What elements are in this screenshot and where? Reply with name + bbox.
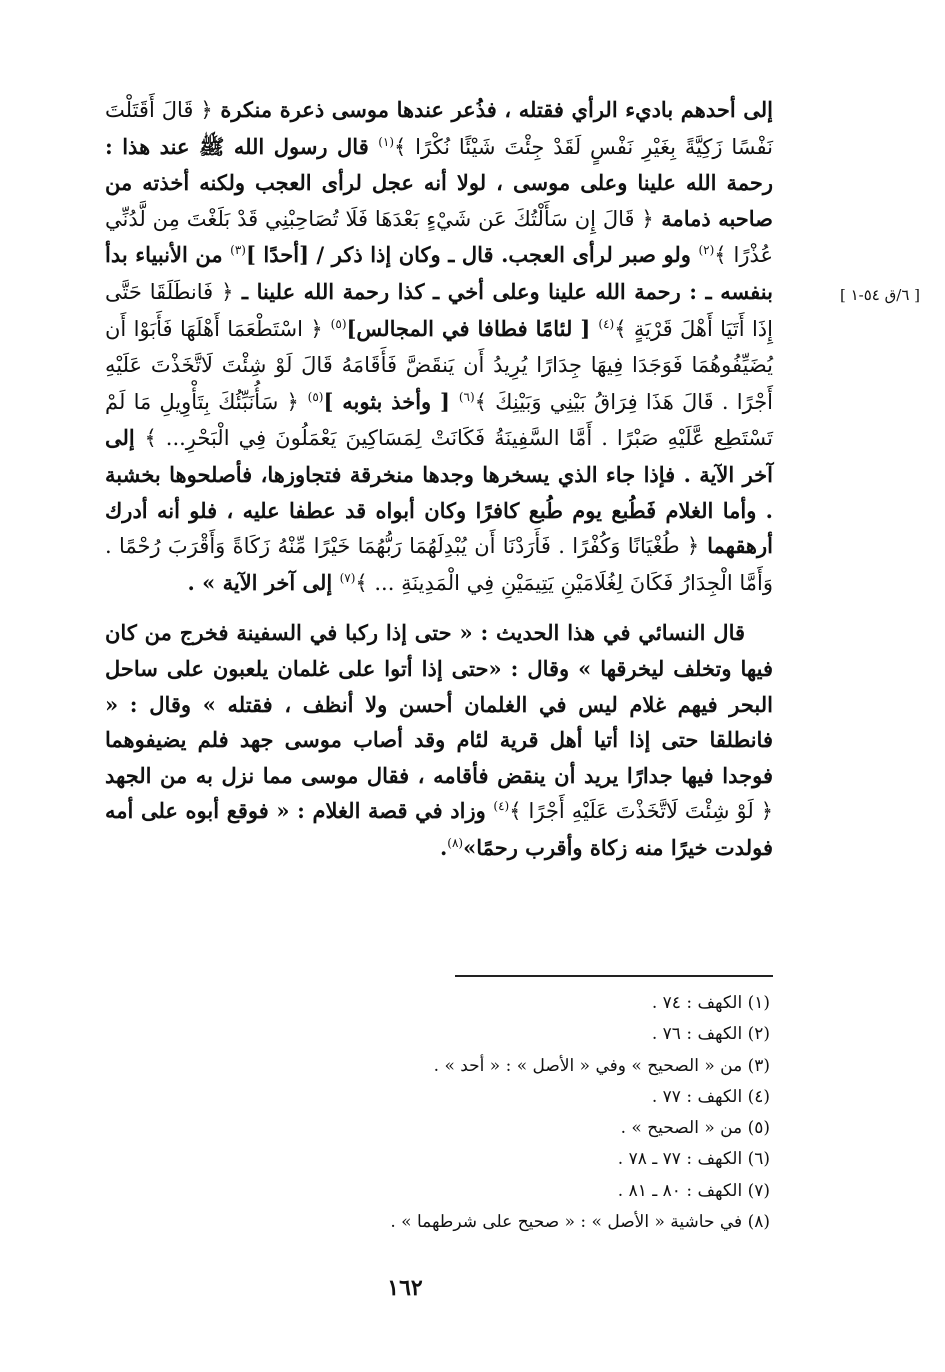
footnote-item: (٦) الكهف : ٧٧ ـ ٧٨ . — [617, 1149, 770, 1170]
footnote-ref: (١) — [378, 134, 395, 149]
quran-quote: ﴿ قَالَ أَقَتَلْتَ نَفْسًا زَكِيَّةً بِغَيْرِ نَفْسٍ لَقَدْ جِئْتَ شَيْئًا نُكْرًا ﴾ — [105, 98, 773, 159]
text-segment: قال رسول الله ﷺ عند هذا : رحمة الله علينا وعلى موسى ، لولا أنه عجل لرأى العجب ولكنه أخذته من صاحبه ذمامة — [105, 133, 774, 231]
main-text — [105, 92, 773, 865]
text-segment: [ وأخذ بثوبه ] — [323, 388, 450, 414]
footnote-item: (٣) من « الصحيح » وفي « الأصل » : « أحد » . — [433, 1055, 770, 1076]
manuscript-margin-note: [ ٦/ق ٥٤-١ ] — [839, 286, 920, 304]
footnote-ref: (٦) — [458, 389, 475, 404]
footnote-ref: (٤) — [598, 316, 615, 331]
footnote-ref: (٥) — [330, 316, 347, 331]
text-segment: ولو صبر لرأى العجب. قال ـ وكان إذا ذكر / [أحدًا ] — [245, 242, 691, 268]
text-segment: إلى أحدهم باديء الرأي فقتله ، فذُعر عندها موسى ذعرة منكرة — [220, 97, 774, 122]
quran-quote: ﴿ سَأُنَبِّئُكَ بِتَأْوِيلِ مَا لَمْ تَسْتَطِع عَّلَيْهِ صَبْرًا . أَمَّا السَّفِينَةُ فَكَانَتْ لِمَسَاكِينَ يَعْمَلُونَ فِي الْبَحْرِ... ﴾ — [105, 389, 773, 451]
paragraph-2 — [105, 615, 773, 865]
page-number: ١٦٢ — [387, 1275, 423, 1301]
text-segment: إلى آخر الآية . فإذا جاء الذي يسخرها وجدها منخرقة فتجاوزها، فأصلحوها بخشبة . وأما الغلام فَطُبع يوم طُبع كافرًا وكان أبواه قد عطفا عليه ، فلو أنه أدرك أرهقهما — [105, 425, 773, 559]
text-segment: وزاد في قصة الغلام : « فوقع أبوه على أمه فولدت خيرًا منه زكاة وأقرب رحمًا» — [105, 798, 773, 860]
quran-quote: ﴿ لَوْ شِئْتَ لَاتَّخَذْتَ عَلَيْهِ أَجْرًا ﴾ — [509, 799, 773, 824]
footnote-item: (٧) الكهف : ٨٠ ـ ٨١ . — [617, 1180, 770, 1201]
footnote-item: (٥) من « الصحيح » . — [620, 1118, 770, 1139]
footnote-ref: (٥) — [307, 389, 324, 404]
quran-quote: ﴿ اسْتَطْعَمَا أَهْلَهَا فَأَبَوْا أَن يُضَيِّفُوهُمَا فَوَجَدَا فِيهَا جِدَارًا يُرِيدُ أَن يَنقَضَّ فَأَقَامَهُ قَالَ لَوْ شِئْتَ لَاتَّخَذْتَ عَلَيْهِ أَجْرًا . قَالَ هَذَا فِرَاقُ بَيْنِي وَبَيْنِكَ ﴾ — [105, 316, 774, 414]
footnote-ref: (٣) — [230, 243, 246, 258]
footnote-item: (٢) الكهف : ٧٦ . — [651, 1024, 770, 1045]
text-segment: [ لئامًا فطافا في المجالس] — [346, 315, 591, 341]
footnote-ref: (٧) — [339, 570, 356, 585]
footnote-ref: (٢) — [698, 243, 715, 258]
paragraph-1 — [105, 92, 773, 601]
footnote-item: (٤) الكهف : ٧٧ . — [651, 1086, 770, 1107]
text-segment: قال النسائي في هذا الحديث : « حتى إذا ركبا في السفينة فخرج من كان فيها وتخلف ليخرقها » وقال : «حتى إذا أتوا على غلمان يلعبون على ساحل البحر فيهم غلام ليس في الغلمان أحسن ولا أنظف ، فقتله » وقال : « فانطلقا حتى إذا أتيا أهل قرية لئام وقد أصاب موسى جهد فلم يضيفوهما فوجدا فيها جدارًا يريد أن ينقض فأقامه ، فقال موسى مما نزل به من الجهد — [105, 620, 773, 788]
quran-quote: ﴿ فَانطَلَقَا حَتَّى إِذَا أَتَيَا أَهْلَ قَرْيَةٍ ﴾ — [105, 279, 773, 341]
footnote-item: (٨) في حاشية « الأصل » : « صحيح على شرطهما » . — [390, 1212, 770, 1233]
footnotes — [300, 988, 770, 1238]
text-segment: من الأنبياء بدأ بنفسه ـ : رحمة الله علينا وعلى أخي ـ كذا رحمة الله علينا ـ — [105, 242, 773, 304]
footnote-ref: (٤) — [493, 799, 510, 814]
footnote-item: (١) الكهف : ٧٤ . — [651, 993, 770, 1013]
text-segment: إلى آخر الآية » . — [187, 569, 333, 595]
quran-quote: ﴿ طُغْيَانًا وَكُفْرًا . فَأَرَدْنَا أَن يُبْدِلَهُمَا رَبُّهُمَا خَيْرًا مِّنْهُ زَكَاةً وَأَقْرَبَ رُحْمًا . وَأَمَّا الْجِدَارُ فَكَانَ لِغُلَامَيْنِ يَتِيمَيْنِ فِي الْمَدِينَةِ ... ﴾ — [105, 534, 773, 595]
quran-quote: ﴿ قَالَ إِن سَأَلْتُكَ عَن شَيْءٍ بَعْدَهَا فَلَا تُصَاحِبْنِي قَدْ بَلَغْتَ مِن لَّدُنِّي عُذْرًا ﴾ — [105, 206, 774, 268]
text-segment: . — [439, 834, 448, 860]
footnote-ref: (٨) — [447, 835, 464, 850]
footnote-separator — [455, 975, 773, 977]
